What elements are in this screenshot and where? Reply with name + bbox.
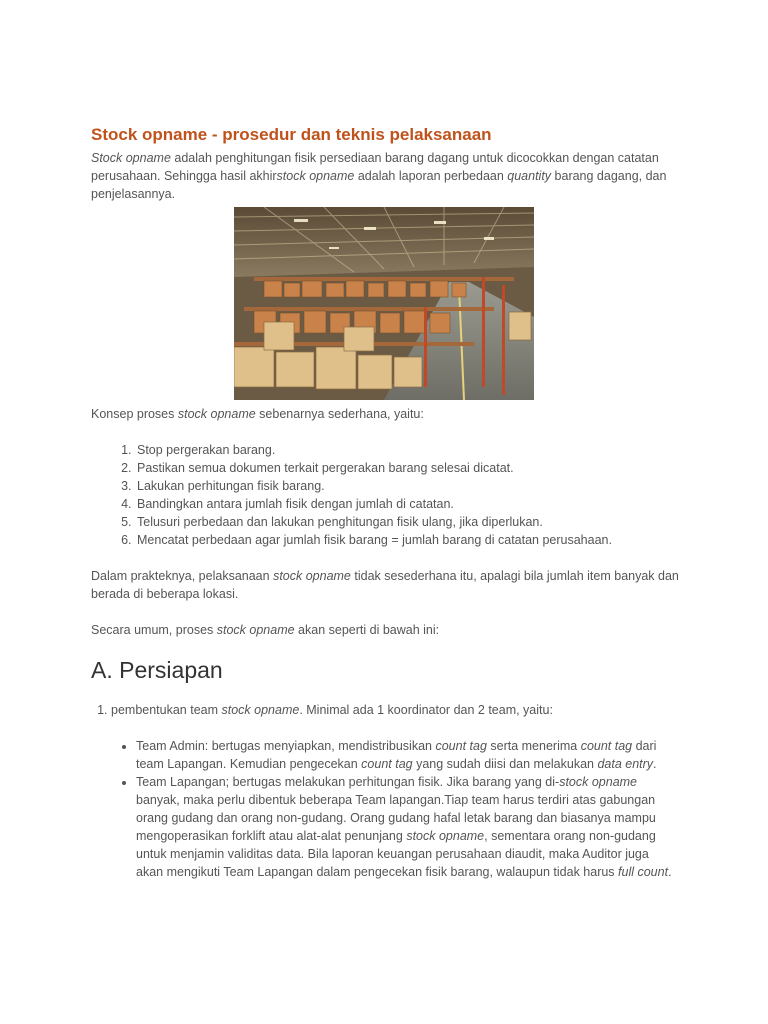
team-admin-text-9: .	[653, 757, 657, 771]
article	[91, 124, 681, 881]
list-item	[111, 701, 681, 719]
umum-em-2: stock opname	[216, 623, 295, 637]
intro-em-3: stock opname	[276, 169, 355, 183]
team-lapangan-text-3: banyak, maka perlu dibentuk beberapa Team lapangan.Tiap team harus terdiri atas gabungan orang gudang dan orang non-gudang. Orang gudang hafal letak barang dan biasanya mampu mengoperasikan forklift atau alat-alat penunjang	[136, 793, 656, 843]
team-lapangan-em-2: stock opname	[559, 775, 638, 789]
intro-text-2: adalah penghitungan fisik persediaan barang dagang untuk dicocokkan dengan catatan perusahaan. Sehingga hasil akhir	[91, 151, 659, 183]
sub1-text-3: . Minimal ada 1 koordinator dan 2 team, yaitu:	[299, 703, 553, 717]
warehouse-photo-icon	[234, 207, 534, 400]
team-lapangan-em-4: stock opname	[406, 829, 485, 843]
intro-paragraph	[91, 149, 681, 203]
sub1-em-2: stock opname	[221, 703, 300, 717]
praktek-text-1: Dalam prakteknya, pelaksanaan	[91, 569, 274, 583]
team-lapangan-text-7: .	[668, 865, 672, 879]
article-title: Stock opname - prosedur dan teknis pelaksanaan	[91, 125, 492, 144]
team-admin-text-1: Team Admin: bertugas menyiapkan, mendistribusikan	[136, 739, 436, 753]
list-item: 5. Telusuri perbedaan dan lakukan penghitungan fisik ulang, jika diperlukan.	[135, 513, 681, 531]
team-admin-em-4: count tag	[580, 739, 633, 753]
sub1-text-1: pembentukan team	[111, 703, 222, 717]
list-item: 2. Pastikan semua dokumen terkait pergerakan barang selesai dicatat.	[135, 459, 681, 477]
warehouse-photo	[234, 207, 534, 400]
praktek-paragraph	[91, 567, 681, 603]
team-admin-em-2: count tag	[435, 739, 487, 753]
praktek-em-2: stock opname	[273, 569, 351, 583]
intro-text-4: adalah laporan perbedaan	[354, 169, 508, 183]
list-item: 4. Bandingkan antara jumlah fisik dengan jumlah di catatan.	[135, 495, 681, 513]
list-item: 3. Lakukan perhitungan fisik barang.	[135, 477, 681, 495]
team-admin-text-7: yang sudah diisi dan melakukan	[412, 757, 598, 771]
umum-text-1: Secara umum, proses	[91, 623, 217, 637]
umum-text-3: akan seperti di bawah ini:	[294, 623, 440, 637]
konsep-text-1: Konsep proses	[91, 407, 178, 421]
team-admin-text-5: dari team Lapangan. Kemudian pengecekan	[136, 739, 657, 771]
team-lapangan-text-5: , sementara orang non-gudang untuk menjamin validitas data. Bila laporan keuangan perusahaan diaudit, maka Auditor juga akan mengikuti Team Lapangan dalam pengecekan fisik barang, walaupun tidak harus	[136, 829, 656, 879]
team-lapangan-item	[136, 773, 681, 881]
team-admin-em-6: count tag	[361, 757, 413, 771]
konsep-em-2: stock opname	[177, 407, 256, 421]
praktek-text-3: tidak sesederhana itu, apalagi bila jumlah item banyak dan berada di beberapa lokasi.	[91, 569, 679, 601]
intro-text-6: barang dagang, dan penjelasannya.	[91, 169, 667, 201]
list-item: 1. Stop pergerakan barang.	[135, 441, 681, 459]
konsep-paragraph	[91, 405, 681, 423]
team-lapangan-em-6: full count	[618, 865, 669, 879]
section-heading-persiapan: A. Persiapan	[91, 657, 223, 683]
team-admin-text-3: serta menerima	[486, 739, 581, 753]
intro-em-5: quantity	[507, 169, 552, 183]
list-item: 6. Mencatat perbedaan agar jumlah fisik barang = jumlah barang di catatan perusahaan.	[135, 531, 681, 549]
teams-list	[91, 737, 681, 881]
team-lapangan-text-1: Team Lapangan; bertugas melakukan perhitungan fisik. Jika barang yang di-	[136, 775, 560, 789]
team-admin-em-8: data entry	[597, 757, 654, 771]
steps-list	[91, 441, 681, 549]
intro-em-1: Stock opname	[91, 151, 171, 165]
konsep-text-3: sebenarnya sederhana, yaitu:	[255, 407, 424, 421]
umum-paragraph	[91, 621, 681, 639]
persiapan-list	[91, 701, 681, 719]
team-admin-item	[136, 737, 681, 773]
